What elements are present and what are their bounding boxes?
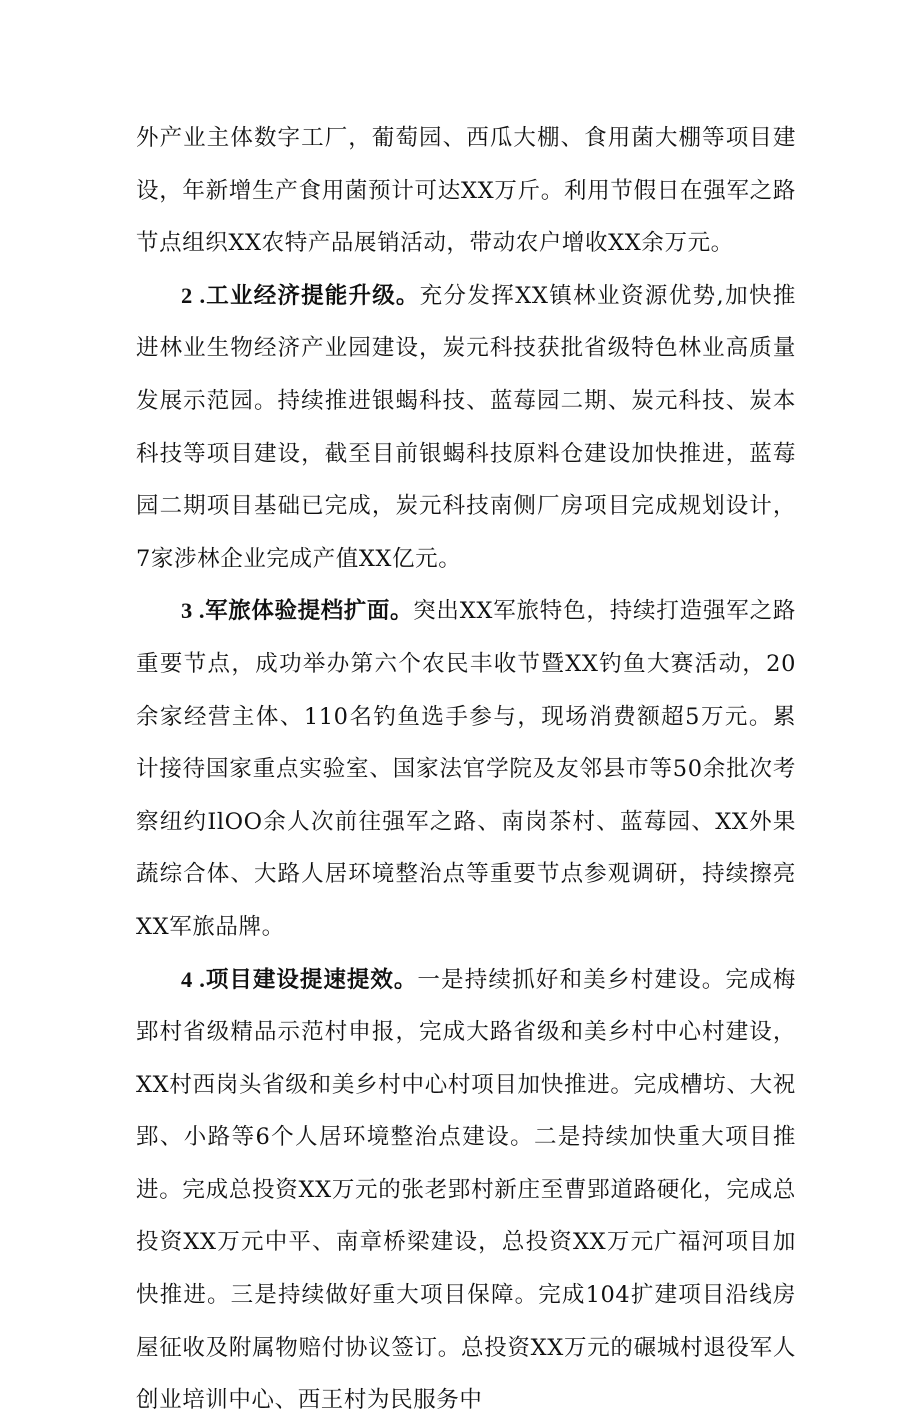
paragraph-2 <box>136 270 796 586</box>
paragraph-text: 突出XX军旅特色，持续打造强军之路重要节点，成功举办第六个农民丰收节暨XX钓鱼大赛活动，20余家经营主体、110名钓鱼选手参与，现场消费额超5万元。累计接待国家重点实验室、国家法官学院及友邻县市等50余批次考察纽约IlOO余人次前往强军之路、南岗茶村、蓝莓园、XX外果蔬综合体、大路人居环境整治点等重要节点参观调研，持续擦亮XX军旅品牌。 <box>136 598 796 940</box>
paragraph-1 <box>136 112 796 270</box>
section-number: 4 . <box>181 966 206 992</box>
paragraph-text: 充分发挥XX镇林业资源优势,加快推进林业生物经济产业园建设，炭元科技获批省级特色林业高质量发展示范园。持续推进银蝎科技、蓝莓园二期、炭元科技、炭本科技等项目建设，截至目前银蝎科技原料仓建设加快推进，蓝莓园二期项目基础已完成，炭元科技南侧厂房项目完成规划设计，7家涉林企业完成产值XX亿元。 <box>136 282 796 572</box>
document-body <box>136 112 796 1427</box>
section-number: 3 . <box>181 598 205 624</box>
section-heading <box>181 283 420 309</box>
section-heading <box>181 598 413 624</box>
paragraph-3 <box>136 585 796 953</box>
section-heading <box>181 967 417 993</box>
section-number: 2 . <box>181 282 206 308</box>
paragraph-text: 一是持续抓好和美乡村建设。完成梅郢村省级精品示范村申报，完成大路省级和美乡村中心村建设，XX村西岗头省级和美乡村中心村项目加快推进。完成槽坊、大祝郢、小路等6个人居环境整治点建设。二是持续加快重大项目推进。完成总投资XX万元的张老郢村新庄至曹郢道路硬化，完成总投资XX万元中平、南章桥梁建设，总投资XX万元广福河项目加快推进。三是持续做好重大项目保障。完成104扩建项目沿线房屋征收及附属物赔付协议签订。总投资XX万元的碾城村退役军人创业培训中心、西王村为民服务中 <box>136 966 796 1414</box>
section-title: 项目建设提速提效。 <box>205 966 418 993</box>
paragraph-text: 外产业主体数字工厂，葡萄园、西瓜大棚、食用菌大棚等项目建设，年新增生产食用菌预计可达XX万斤。利用节假日在强军之路节点组织XX农特产品展销活动，带动农户增收XX余万元。 <box>136 125 796 257</box>
paragraph-4 <box>136 954 796 1427</box>
section-title: 工业经济提能升级。 <box>205 282 420 309</box>
section-title: 军旅体验提档扩面。 <box>204 598 414 625</box>
